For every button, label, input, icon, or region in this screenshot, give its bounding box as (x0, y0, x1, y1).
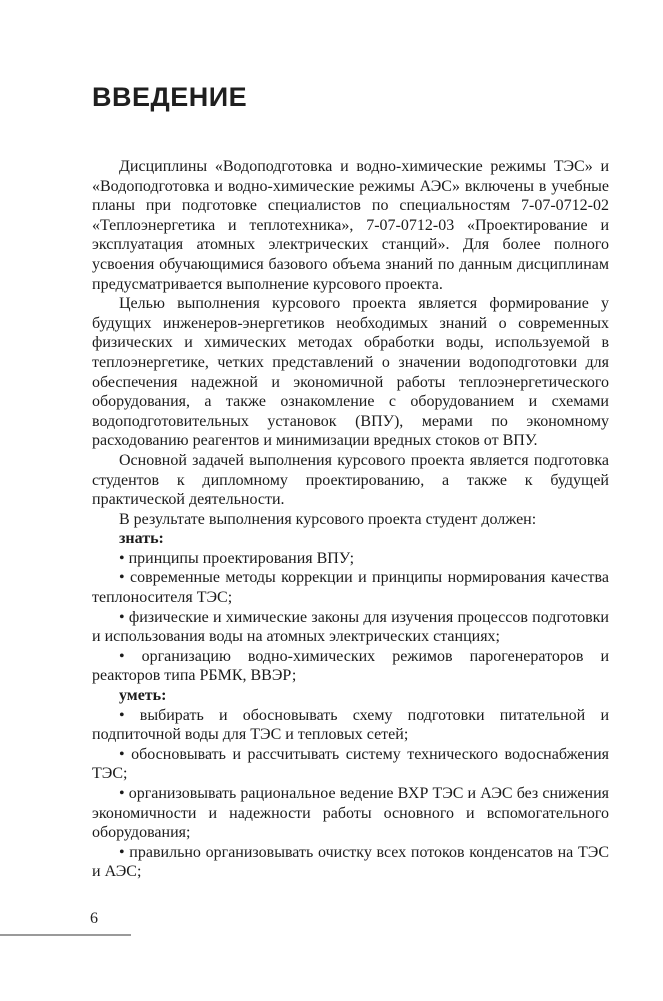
paragraph: Целью выполнения курсового проекта является формирование у будущих инженеров-энергетиков необходимых знаний о современных физических и химических методах обработки воды, используемой в теплоэнергетике, четких представлений о значении водоподготовки для обеспечения надежной и экономичной работы теплоэнергетического оборудования, а также ознакомление с оборудованием и схемами водоподготовительных установок (ВПУ), мерами по экономному расходованию реагентов и минимизации вредных стоков от ВПУ. (92, 295, 609, 450)
paragraph: В результате выполнения курсового проекта студент должен: (119, 510, 537, 528)
list-item: • принципы проектирования ВПУ; (119, 549, 355, 567)
list-item: • правильно организовывать очистку всех потоков конденсатов на ТЭС и АЭС; (92, 843, 609, 881)
list-item: • выбирать и обосновывать схему подготовки питательной и подпиточной воды для ТЭС и тепловых сетей; (92, 706, 609, 744)
page-number: 6 (90, 910, 98, 927)
bold-label-able: уметь: (119, 687, 167, 705)
list-item: • физические и химические законы для изучения процессов подготовки и использования воды на атомных электрических станциях; (92, 608, 609, 646)
paragraph: Основной задачей выполнения курсового проекта является подготовка студентов к дипломному проектированию, а также к будущей практической деятельности. (92, 451, 609, 509)
list-item: • современные методы коррекции и принципы нормирования качества теплоносителя ТЭС; (92, 569, 609, 607)
paragraph: Дисциплины «Водоподготовка и водно-химические режимы ТЭС» и «Водоподготовка и водно-химические режимы АЭС» включены в учебные планы при подготовке специалистов по специальностям 7-07-0712-02 «Теплоэнергетика и теплотехника», 7-07-0712-03 «Проектирование и эксплуатация атомных электрических станций». Для более полного усвоения обучающимися базового объема знаний по данным дисциплинам предусматривается выполнение курсового проекта. (92, 158, 609, 293)
text-block (92, 82, 609, 882)
section-heading: ВВЕДЕНИЕ (92, 82, 248, 112)
list-item: • организовывать рациональное ведение ВХР ТЭС и АЭС без снижения экономичности и надежности работы основного и вспомогательного оборудования; (92, 785, 609, 842)
bold-label-know: знать: (119, 530, 164, 548)
footer-rule (0, 934, 131, 936)
list-item: • организацию водно-химических режимов парогенераторов и реакторов типа РБМК, ВВЭР; (92, 647, 609, 685)
list-item: • обосновывать и рассчитывать систему технического водоснабжения ТЭС; (92, 745, 609, 783)
